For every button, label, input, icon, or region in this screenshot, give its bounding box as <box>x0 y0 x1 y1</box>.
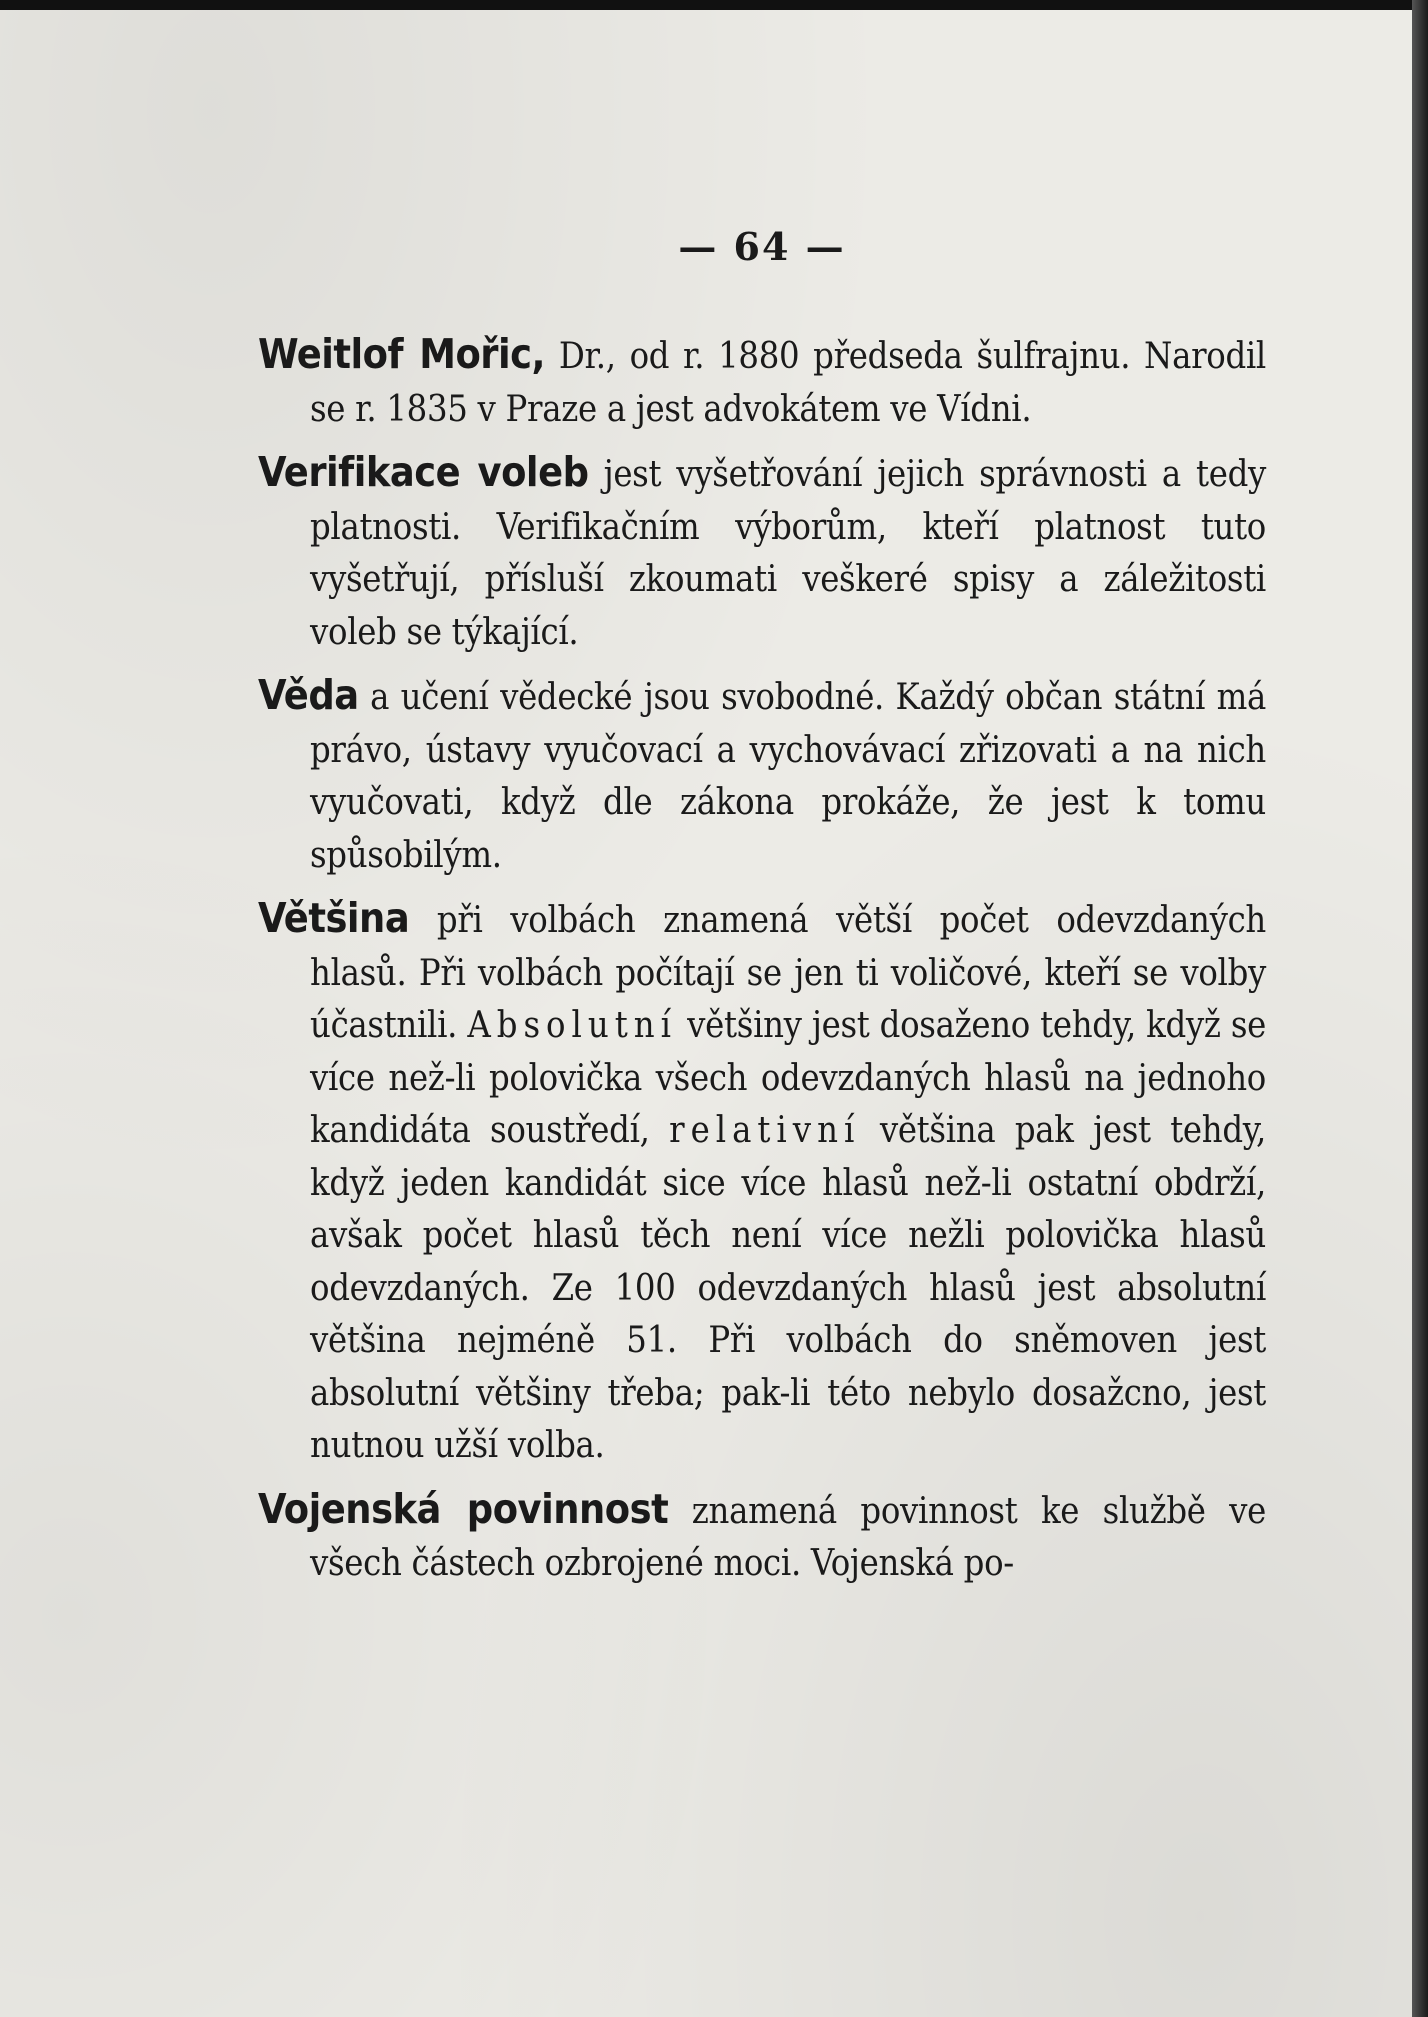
dictionary-entries <box>258 328 1266 1601</box>
entry-vetsina <box>258 892 1266 1473</box>
entry-text-vetsina-part3: většina pak jest tehdy, když jeden kandidát sice více hlasů než-li ostatní obdrží, avšak počet hlasů těch není více nežli polovička hlasů odevzdaných. Ze 100 odevzdaných hlasů jest absolutní většina nejméně 51. Při volbách do sněmoven jest absolutní většiny třeba; pak-li této nebylo dosažcno, jest nutnou užší volba. <box>310 1110 1266 1466</box>
entry-weitlof <box>258 328 1266 436</box>
entry-text-weitlof: Dr., od r. 1880 předseda šulfrajnu. Narodil se r. 1835 v Praze a jest advokátem ve Vídni. <box>310 336 1266 430</box>
entry-text-vetsina-part1: při volbách znamená větší počet odevzdaných hlasů. Při volbách počítají se jen ti voličové, kteří se volby účastnili. <box>310 900 1266 1046</box>
entry-text-verifikace: jest vyšetřování jejich správnosti a tedy platnosti. Verifikačním výborům, kteří platnost tuto vyšetřují, přísluší zkoumati veškeré spisy a záležitosti voleb se týkající. <box>310 454 1266 653</box>
entry-text-veda: a učení vědecké jsou svobodné. Každý občan státní má právo, ústavy vyučovací a vychovávací zřizovati a na nich vyučovati, když dle zákona prokáže, že jest k tomu spůsobilým. <box>310 677 1266 876</box>
page-edge-shadow <box>1412 0 1428 2017</box>
headword-weitlof: Weitlof Mořic, <box>258 330 546 378</box>
entry-vojenska <box>258 1483 1266 1591</box>
entry-verifikace <box>258 446 1266 659</box>
spaced-term-relativni: relativní <box>669 1110 861 1151</box>
entry-veda <box>258 669 1266 882</box>
headword-vojenska: Vojenská povinnost <box>258 1484 669 1533</box>
headword-veda: Věda <box>258 671 359 719</box>
headword-vetsina: Většina <box>258 894 410 942</box>
page-number: — 64 — <box>678 224 846 269</box>
headword-verifikace: Verifikace voleb <box>258 448 589 496</box>
entry-text-vojenska: znamená povinnost ke službě ve všech částech ozbrojené moci. Vojenská po- <box>310 1490 1266 1584</box>
entry-text-vetsina-part2: většiny jest dosaženo tehdy, když se více než-li polovička všech odevzdaných hlasů na jednoho kandidáta soustředí, <box>310 1005 1266 1151</box>
book-page <box>0 10 1412 2017</box>
spaced-term-absolutni: Absolutní <box>467 1005 677 1046</box>
